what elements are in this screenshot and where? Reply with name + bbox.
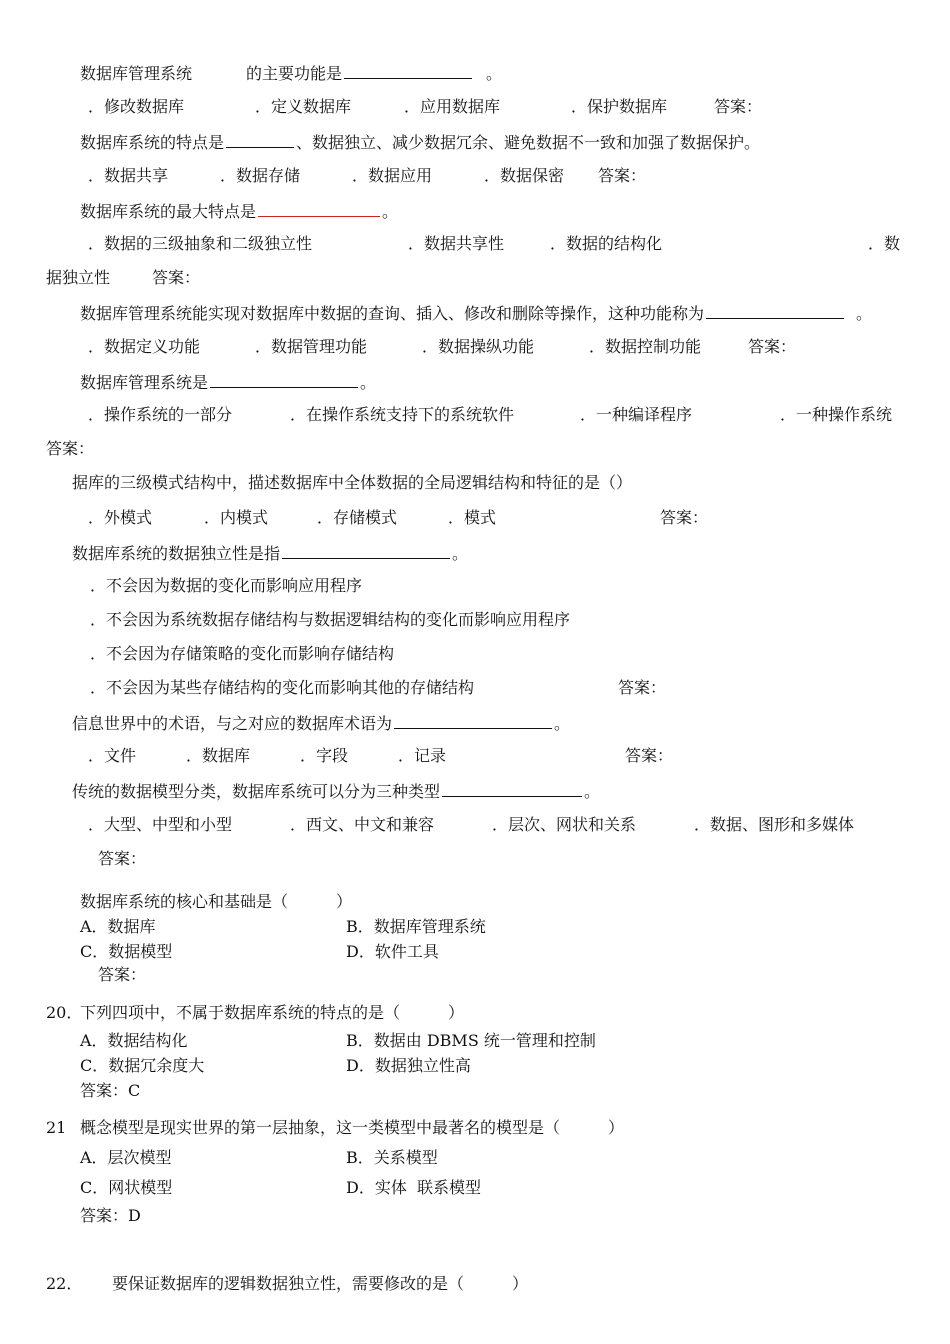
answer-label: 答案： xyxy=(714,97,763,116)
answer-blank xyxy=(210,371,358,388)
stem-text: 数据库管理系统能实现对数据库中数据的查询、插入、修改和删除等操作，这种功能称为 xyxy=(80,304,705,323)
option: ．数据存储 xyxy=(220,166,301,185)
stem-end: 。 xyxy=(554,714,571,733)
option: A．层次模型 xyxy=(80,1148,172,1167)
stem-end: 。 xyxy=(360,373,377,392)
option: ．不会因为某些存储结构的变化而影响其他的存储结构 xyxy=(90,678,475,697)
answer-blank xyxy=(442,780,582,797)
option: D．软件工具 xyxy=(346,942,439,961)
answer-label: 答案： xyxy=(98,849,147,868)
question-stem xyxy=(72,542,468,564)
option: ．数据、图形和多媒体 xyxy=(694,815,855,834)
option: C．网状模型 xyxy=(80,1178,173,1197)
option: ．大型、中型和小型 xyxy=(88,815,233,834)
option: ．模式 xyxy=(448,508,497,527)
option: ．保护数据库 xyxy=(571,97,668,116)
question-stem xyxy=(80,302,872,324)
option: ．层次、网状和关系 xyxy=(492,815,637,834)
option: ．外模式 xyxy=(88,508,153,527)
stem-text: 数据库系统的最大特点是 xyxy=(80,202,257,221)
option: ．文件 xyxy=(88,746,137,765)
stem-text: 信息世界中的术语，与之对应的数据库术语为 xyxy=(72,714,393,733)
stem-text: 数据库系统的特点是 xyxy=(80,133,225,152)
option: ．数据保密 xyxy=(484,166,565,185)
answer-label: 答案： xyxy=(152,268,201,287)
question-stem: 据库的三级模式结构中，描述数据库中全体数据的全局逻辑结构和特征的是（） xyxy=(72,473,633,492)
stem-text: 数据库管理系统是 xyxy=(80,373,209,392)
stem-text: 传统的数据模型分类，数据库系统可以分为三种类型 xyxy=(72,782,441,801)
question-stem xyxy=(80,200,398,222)
answer-label: 答案： xyxy=(618,678,667,697)
question-number: 21 xyxy=(46,1118,67,1137)
option: ．数据应用 xyxy=(352,166,433,185)
option: ．不会因为数据的变化而影响应用程序 xyxy=(90,576,363,595)
option: ．操作系统的一部分 xyxy=(88,405,233,424)
answer-blank xyxy=(394,712,552,729)
option: ．数据控制功能 xyxy=(589,337,702,356)
answer-label: 答案：C xyxy=(80,1081,141,1100)
answer-label: 答案：D xyxy=(80,1206,141,1225)
stem-end: 。 xyxy=(452,544,469,563)
stem-end: 。 xyxy=(486,64,503,83)
option: ．数据库 xyxy=(186,746,251,765)
answer-label: 答案： xyxy=(660,508,709,527)
option: ．数据共享性 xyxy=(408,234,505,253)
answer-label: 答案： xyxy=(748,337,797,356)
option: ．一种操作系统 xyxy=(780,405,893,424)
question-stem: 要保证数据库的逻辑数据独立性，需要修改的是（ ） xyxy=(112,1274,529,1293)
stem-text: 数据库管理系统 xyxy=(80,64,193,83)
answer-label: 答案： xyxy=(625,746,674,765)
option: ．字段 xyxy=(300,746,349,765)
question-stem: 概念模型是现实世界的第一层抽象，这一类模型中最著名的模型是（ ） xyxy=(80,1118,625,1137)
stem-text: 、数据独立、减少数据冗余、避免数据不一致和加强了数据保护。 xyxy=(296,133,761,152)
option: ．数 xyxy=(868,234,901,253)
option: ．西文、中文和兼容 xyxy=(290,815,435,834)
option: ．数据操纵功能 xyxy=(422,337,535,356)
option: ．存储模式 xyxy=(317,508,398,527)
question-number: 22． xyxy=(46,1274,83,1293)
stem-text: 的主要功能是 xyxy=(246,64,343,83)
answer-blank xyxy=(344,62,472,79)
question-stem: 下列四项中，不属于数据库系统的特点的是（ ） xyxy=(80,1003,465,1022)
option: ．不会因为存储策略的变化而影响存储结构 xyxy=(90,644,395,663)
option: ．记录 xyxy=(398,746,447,765)
stem-end: 。 xyxy=(856,304,873,323)
answer-label: 答案： xyxy=(98,965,147,984)
option: ．数据的结构化 xyxy=(550,234,663,253)
option: ．不会因为系统数据存储结构与数据逻辑结构的变化而影响应用程序 xyxy=(90,610,571,629)
question-stem xyxy=(72,712,570,734)
stem-end: 。 xyxy=(584,782,601,801)
question-stem xyxy=(80,371,376,393)
answer-blank xyxy=(258,200,380,217)
option: ．一种编译程序 xyxy=(580,405,693,424)
question-stem xyxy=(80,62,502,84)
question-number: 20． xyxy=(46,1003,83,1022)
option: ．数据定义功能 xyxy=(88,337,201,356)
answer-label: 答案： xyxy=(598,166,647,185)
question-stem: 数据库系统的核心和基础是（ ） xyxy=(80,892,353,911)
option: D．数据独立性高 xyxy=(346,1056,471,1075)
option: B．关系模型 xyxy=(346,1148,438,1167)
option: ．在操作系统支持下的系统软件 xyxy=(290,405,515,424)
option: C．数据模型 xyxy=(80,942,173,961)
option: ．数据共享 xyxy=(88,166,169,185)
option: ．数据的三级抽象和二级独立性 xyxy=(88,234,313,253)
option: ．定义数据库 xyxy=(255,97,352,116)
answer-blank xyxy=(282,542,450,559)
question-stem xyxy=(72,780,600,802)
option: A．数据结构化 xyxy=(80,1031,188,1050)
option: D．实体 联系模型 xyxy=(346,1178,482,1197)
question-stem xyxy=(80,131,760,153)
option: B．数据由 DBMS 统一管理和控制 xyxy=(346,1031,596,1050)
answer-blank xyxy=(706,302,844,319)
option: C．数据冗余度大 xyxy=(80,1056,205,1075)
option-continuation: 据独立性 xyxy=(46,268,111,287)
stem-text: 数据库系统的数据独立性是指 xyxy=(72,544,281,563)
answer-label: 答案： xyxy=(46,439,95,458)
option: ．内模式 xyxy=(204,508,269,527)
option: ．修改数据库 xyxy=(88,97,185,116)
option: ．数据管理功能 xyxy=(255,337,368,356)
option: A．数据库 xyxy=(80,917,156,936)
stem-end: 。 xyxy=(382,202,399,221)
answer-blank xyxy=(226,131,294,148)
option: ．应用数据库 xyxy=(404,97,501,116)
option: B．数据库管理系统 xyxy=(346,917,486,936)
